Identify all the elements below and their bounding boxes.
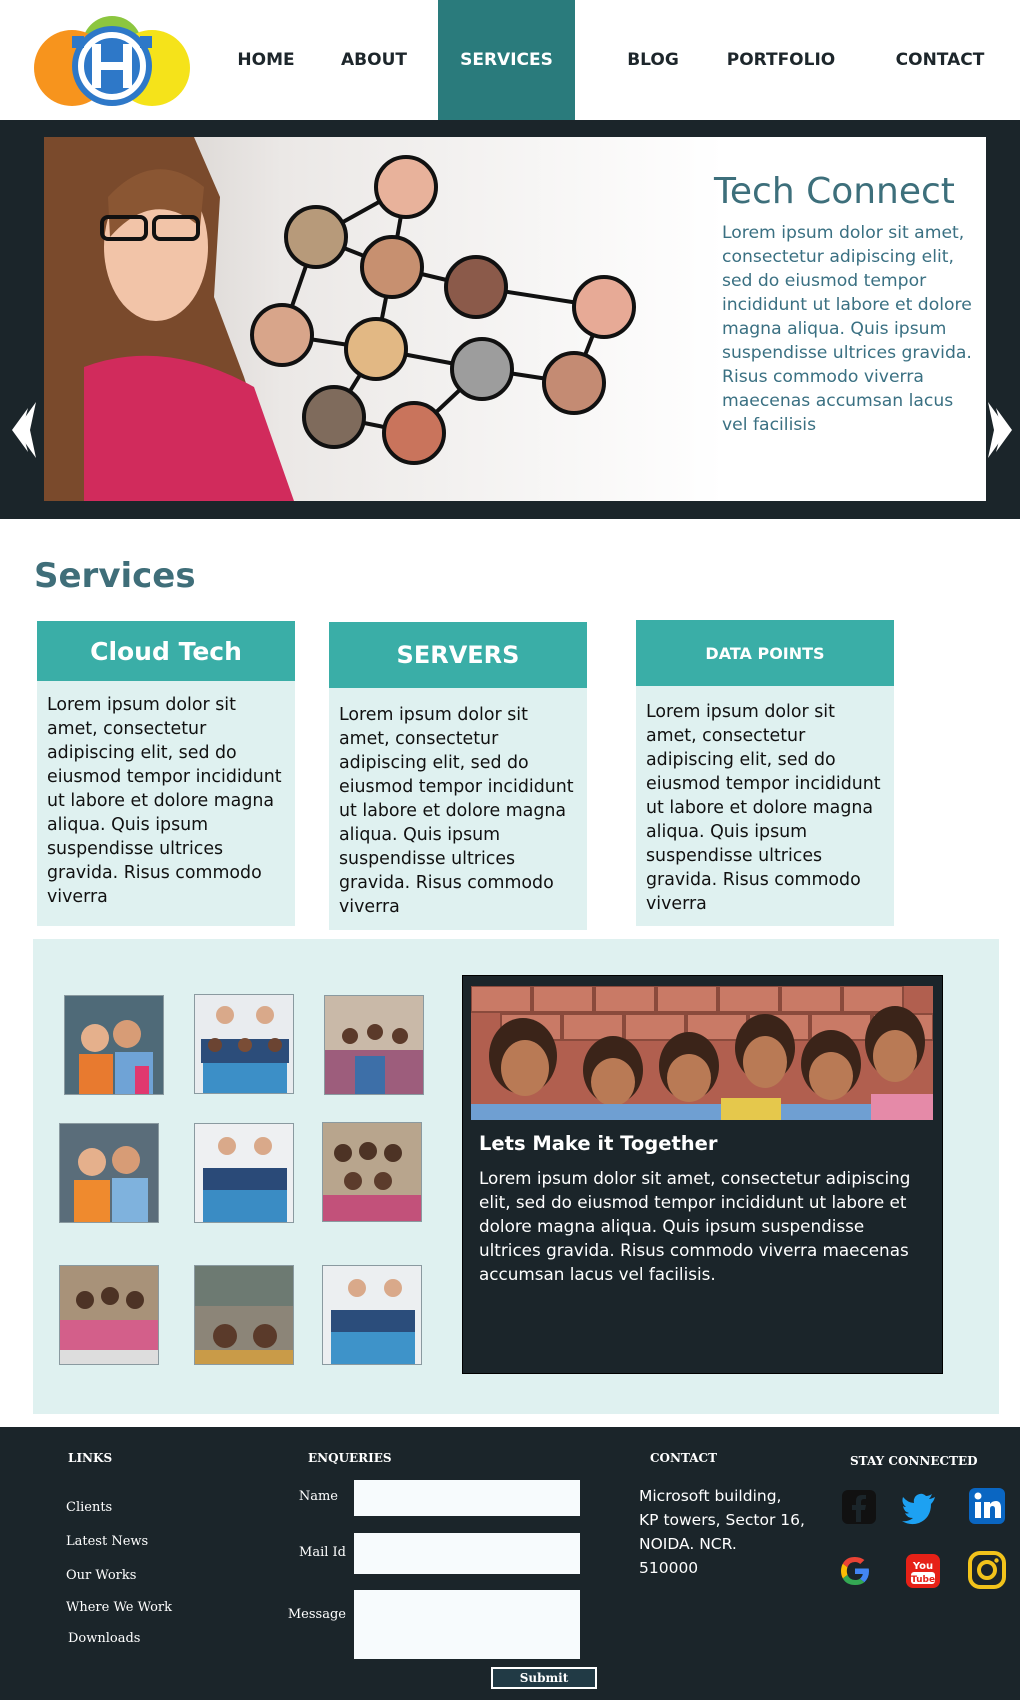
gallery-thumb[interactable] xyxy=(194,1123,294,1223)
service-card-text: Lorem ipsum dolor sit amet, consectetur adipiscing elit, sed do eiusmod tempor incididunt ut labore et dolore magna aliqua. Quis ipsum suspendisse ultrices gravida. Risus commodo viverra xyxy=(47,695,282,907)
hero-slide xyxy=(44,137,986,501)
service-card-data-points[interactable] xyxy=(636,620,894,926)
svg-text:Tube: Tube xyxy=(910,1575,936,1585)
footer-contact-heading: CONTACT xyxy=(650,1451,718,1465)
gallery-thumb[interactable] xyxy=(322,1265,422,1365)
svg-text:You: You xyxy=(912,1561,934,1572)
mail-input[interactable] xyxy=(354,1533,580,1574)
address-line: Microsoft building, xyxy=(639,1487,782,1505)
footer-link-our-works[interactable]: Our Works xyxy=(66,1568,137,1583)
prev-slide-arrow-icon[interactable] xyxy=(8,400,40,460)
footer-links-heading: LINKS xyxy=(68,1451,113,1465)
service-card-servers[interactable] xyxy=(329,622,587,930)
service-card-title: DATA POINTS xyxy=(636,620,894,686)
feature-title: Lets Make it Together xyxy=(479,1132,718,1155)
service-card-text: Lorem ipsum dolor sit amet, consectetur adipiscing elit, sed do eiusmod tempor incididunt ut labore et dolore magna aliqua. Quis ipsum suspendisse ultrices gravida. Risus commodo viverra xyxy=(339,705,574,917)
name-label: Name xyxy=(298,1489,338,1504)
service-card-title: SERVERS xyxy=(329,622,587,688)
hero-image xyxy=(44,137,724,501)
footer-social-heading: STAY CONNECTED xyxy=(850,1454,978,1468)
address-line: KP towers, Sector 16, xyxy=(639,1511,805,1529)
service-card-title: Cloud Tech xyxy=(37,621,295,681)
gallery-thumb[interactable] xyxy=(194,1265,294,1365)
message-label: Message xyxy=(287,1607,346,1622)
address-line: NOIDA. NCR. xyxy=(639,1535,737,1553)
gallery-thumb[interactable] xyxy=(64,995,164,1095)
nav-home[interactable]: HOME xyxy=(237,50,295,70)
site-header xyxy=(0,0,1020,120)
submit-button[interactable]: Submit xyxy=(491,1667,597,1689)
name-input[interactable] xyxy=(354,1480,580,1516)
gallery-thumb[interactable] xyxy=(322,1122,422,1222)
hero-slider xyxy=(0,120,1020,519)
hero-title: Tech Connect xyxy=(714,171,955,212)
feature-box xyxy=(462,975,943,1374)
linkedin-icon[interactable] xyxy=(968,1487,1006,1525)
twitter-icon[interactable] xyxy=(900,1488,938,1526)
nav-blog[interactable]: BLOG xyxy=(627,50,679,70)
hero-text: Lorem ipsum dolor sit amet, consectetur adipiscing elit, sed do eiusmod tempor incididunt ut labore et dolore magna aliqua. Quis ipsum suspendisse ultrices gravida. Risus commodo viverra maecenas accumsan lacus vel facilisis xyxy=(722,223,972,435)
logo[interactable] xyxy=(34,10,190,110)
mail-label: Mail Id xyxy=(299,1545,346,1560)
facebook-icon[interactable] xyxy=(840,1488,878,1526)
services-heading: Services xyxy=(34,556,196,596)
footer-link-where-we-work[interactable]: Where We Work xyxy=(66,1600,172,1615)
nav-portfolio[interactable]: PORTFOLIO xyxy=(726,50,836,70)
gallery-thumb[interactable] xyxy=(59,1265,159,1365)
service-card-text: Lorem ipsum dolor sit amet, consectetur adipiscing elit, sed do eiusmod tempor incididunt ut labore et dolore magna aliqua. Quis ipsum suspendisse ultrices gravida. Risus commodo viverra xyxy=(646,702,881,914)
google-icon[interactable] xyxy=(836,1552,874,1590)
service-card-cloud-tech[interactable] xyxy=(37,621,295,926)
footer-link-downloads[interactable]: Downloads xyxy=(68,1631,141,1646)
next-slide-arrow-icon[interactable] xyxy=(984,400,1016,460)
nav-about[interactable]: ABOUT xyxy=(341,50,407,70)
nav-services[interactable]: SERVICES xyxy=(438,0,575,120)
youtube-icon[interactable] xyxy=(904,1552,942,1590)
address-line: 510000 xyxy=(639,1559,699,1577)
gallery-thumb[interactable] xyxy=(324,995,424,1095)
instagram-icon[interactable] xyxy=(967,1550,1005,1588)
contact-address xyxy=(639,1484,819,1580)
footer-link-latest-news[interactable]: Latest News xyxy=(66,1534,149,1549)
footer-link-clients[interactable]: Clients xyxy=(66,1500,113,1515)
nav-contact[interactable]: CONTACT xyxy=(895,50,985,70)
feature-text: Lorem ipsum dolor sit amet, consectetur adipiscing elit, sed do eiusmod tempor incididunt ut labore et dolore magna aliqua. Quis ipsum suspendisse ultrices gravida. Risus commodo viverra maecenas accumsan lacus vel facilisis. xyxy=(479,1168,911,1284)
feature-image xyxy=(471,986,933,1120)
footer-enquiries-heading: ENQUERIES xyxy=(308,1451,392,1465)
gallery-thumb[interactable] xyxy=(194,994,294,1094)
gallery-thumb[interactable] xyxy=(59,1123,159,1223)
message-textarea[interactable] xyxy=(354,1590,580,1659)
